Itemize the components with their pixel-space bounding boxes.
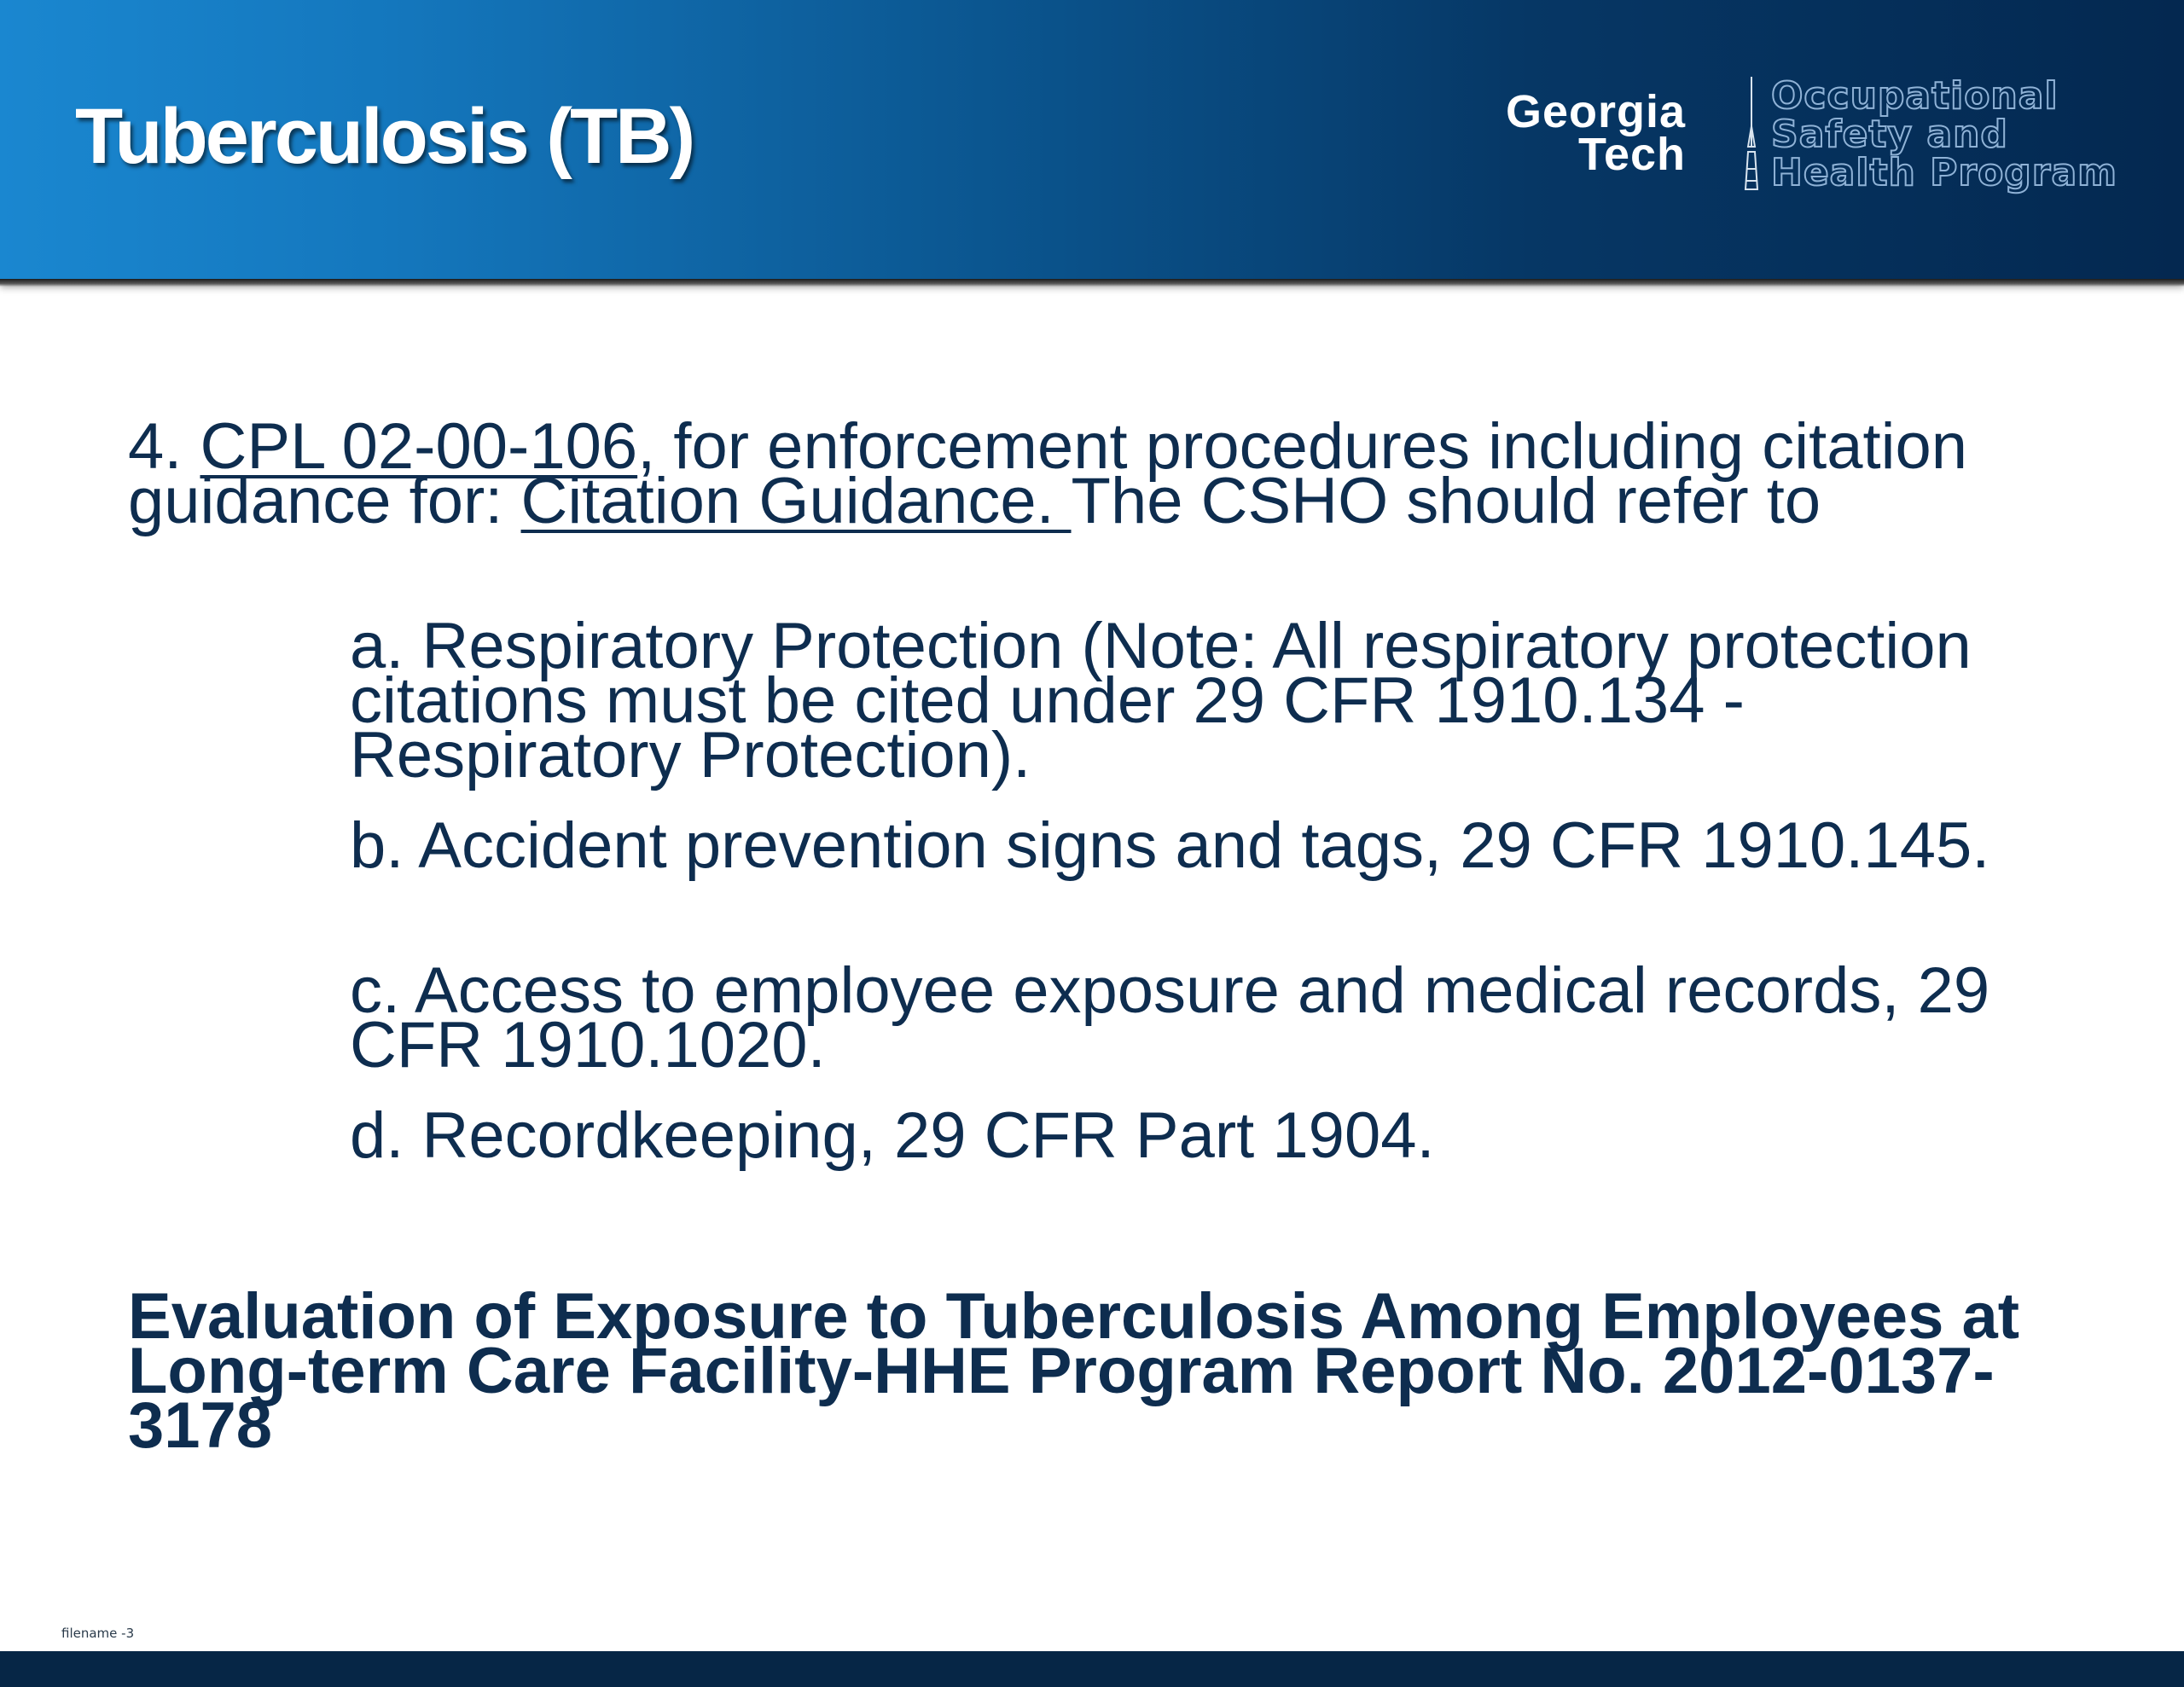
report-title: Evaluation of Exposure to Tuberculosis Among Employees at Long-term Care Facility-HHE Program Report No. 2012-0137-3178 — [128, 1280, 2020, 1462]
sub-item-b: b. Accident prevention signs and tags, 29 CFR 1910.145. — [350, 809, 1990, 882]
item-4-paragraph — [128, 410, 2090, 537]
citation-guidance-link[interactable]: Citation Guidance. — [520, 465, 1072, 537]
logo-program-line3: Health Program — [1771, 151, 2118, 194]
footer-bar — [0, 1651, 2184, 1687]
logo-line-georgia: Georgia — [1505, 86, 1686, 137]
sub-item-c: c. Access to employee exposure and medical records, 29 CFR 1910.1020. — [350, 954, 1990, 1081]
item-4-suffix: The CSHO should refer to — [1071, 465, 1821, 537]
item-4-mid: , for enforcement procedures including citation guidance for: — [128, 410, 1967, 537]
logo-program-line1: Occupational — [1771, 74, 2059, 118]
slide-title: Tuberculosis (TB) — [75, 93, 694, 180]
item-4-prefix: 4. — [128, 410, 200, 483]
logo-program-line2: Safety and — [1771, 113, 2008, 156]
sub-item-d: d. Recordkeeping, 29 CFR Part 1904. — [350, 1099, 1435, 1172]
sub-item-a: a. Respiratory Protection (Note: All respiratory protection citations must be cited under 29 CFR 1910.134 - Respiratory Protection). — [350, 610, 1972, 791]
cpl-link[interactable]: CPL 02-00-106 — [200, 410, 638, 483]
logo-line-tech: Tech — [1577, 129, 1686, 180]
footer-filename: filename -3 — [61, 1626, 135, 1641]
